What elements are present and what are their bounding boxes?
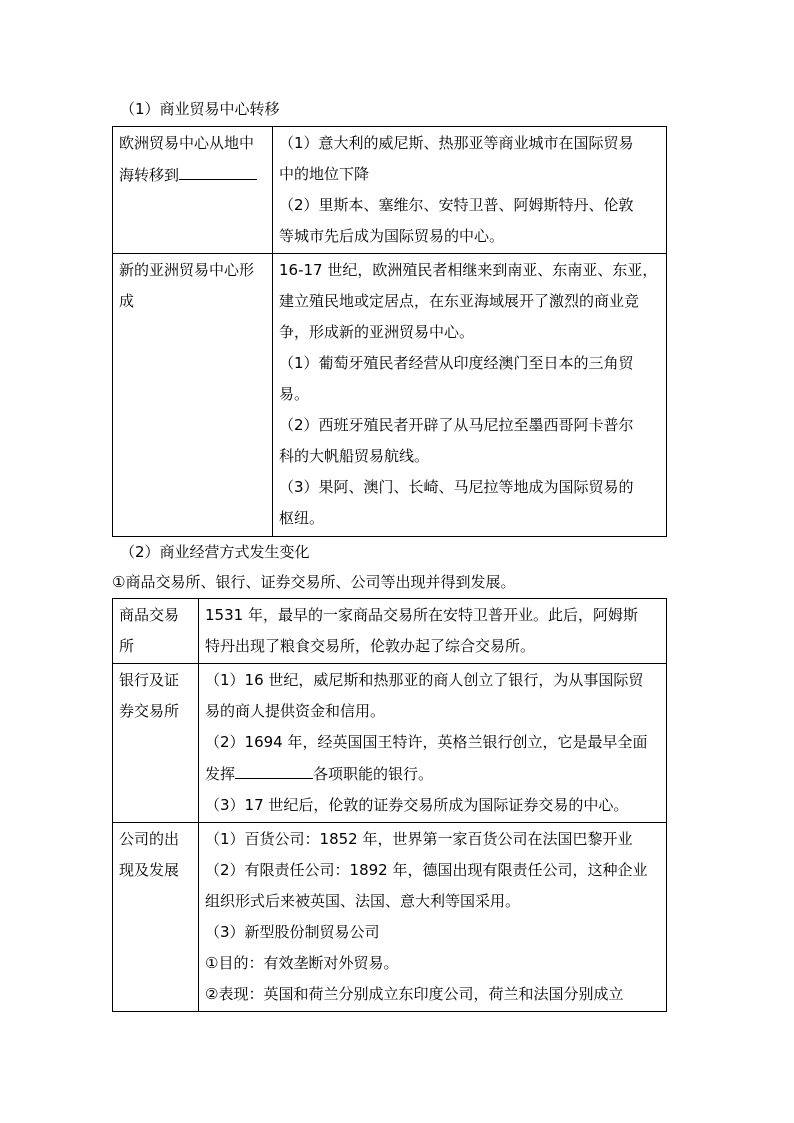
- row-label: 新的亚洲贸易中心形 成: [113, 254, 273, 537]
- fill-in-blank[interactable]: [235, 758, 313, 779]
- row-label: 商品交易 所: [113, 599, 199, 664]
- section2-heading: （2）商业经营方式发生变化: [120, 543, 310, 561]
- row-content: （1）百货公司：1852 年，世界第一家百货公司在法国巴黎开业 （2）有限责任公司：1892 年，德国出现有限责任公司，这种企业 组织形式后来被英国、法国、意大利等国采用。 （3）新型股份制贸易公司 ①目的：有效垄断对外贸易。 ②表现：英国和荷兰分别成立东印度公司，荷兰和法国分别成立: [199, 823, 667, 1012]
- row-content: （1）意大利的威尼斯、热那亚等商业城市在国际贸易 中的地位下降 （2）里斯本、塞维尔、安特卫普、阿姆斯特丹、伦敦 等城市先后成为国际贸易的中心。: [273, 127, 667, 254]
- business-methods-table: [112, 598, 667, 1012]
- row-content: 1531 年，最早的一家商品交易所在安特卫普开业。此后，阿姆斯 特丹出现了粮食交易所，伦敦办起了综合交易所。: [199, 599, 667, 664]
- trade-center-table: [112, 126, 667, 537]
- section2-intro: ①商品交易所、银行、证券交易所、公司等出现并得到发展。: [112, 573, 516, 591]
- table-row: [113, 823, 667, 1012]
- row-content: （1）16 世纪，威尼斯和热那亚的商人创立了银行，为从事国际贸 易的商人提供资金和信用。 （2）1694 年，经英国国王特许，英格兰银行创立，它是最早全面 发挥 各项职能的银行。 （3）17 世纪后，伦敦的证券交易所成为国际证券交易的中心。: [199, 664, 667, 823]
- row-label: 欧洲贸易中心从地中 海转移到: [113, 127, 273, 254]
- table-row: [113, 599, 667, 664]
- row-content: 16-17 世纪，欧洲殖民者相继来到南亚、东南亚、东亚， 建立殖民地或定居点，在东亚海域展开了激烈的商业竞 争，形成新的亚洲贸易中心。 （1）葡萄牙殖民者经营从印度经澳门至日本的三角贸 易。 （2）西班牙殖民者开辟了从马尼拉至墨西哥阿卡普尔 科的大帆船贸易航线。 （3）果阿、澳门、长崎、马尼拉等地成为国际贸易的 枢纽。: [273, 254, 667, 537]
- fill-in-blank[interactable]: [179, 159, 257, 180]
- section1-heading: （1）商业贸易中心转移: [120, 100, 280, 118]
- table-row: [113, 127, 667, 254]
- table-row: [113, 254, 667, 537]
- row-label: 银行及证 券交易所: [113, 664, 199, 823]
- row-label: 公司的出 现及发展: [113, 823, 199, 1012]
- table-row: [113, 664, 667, 823]
